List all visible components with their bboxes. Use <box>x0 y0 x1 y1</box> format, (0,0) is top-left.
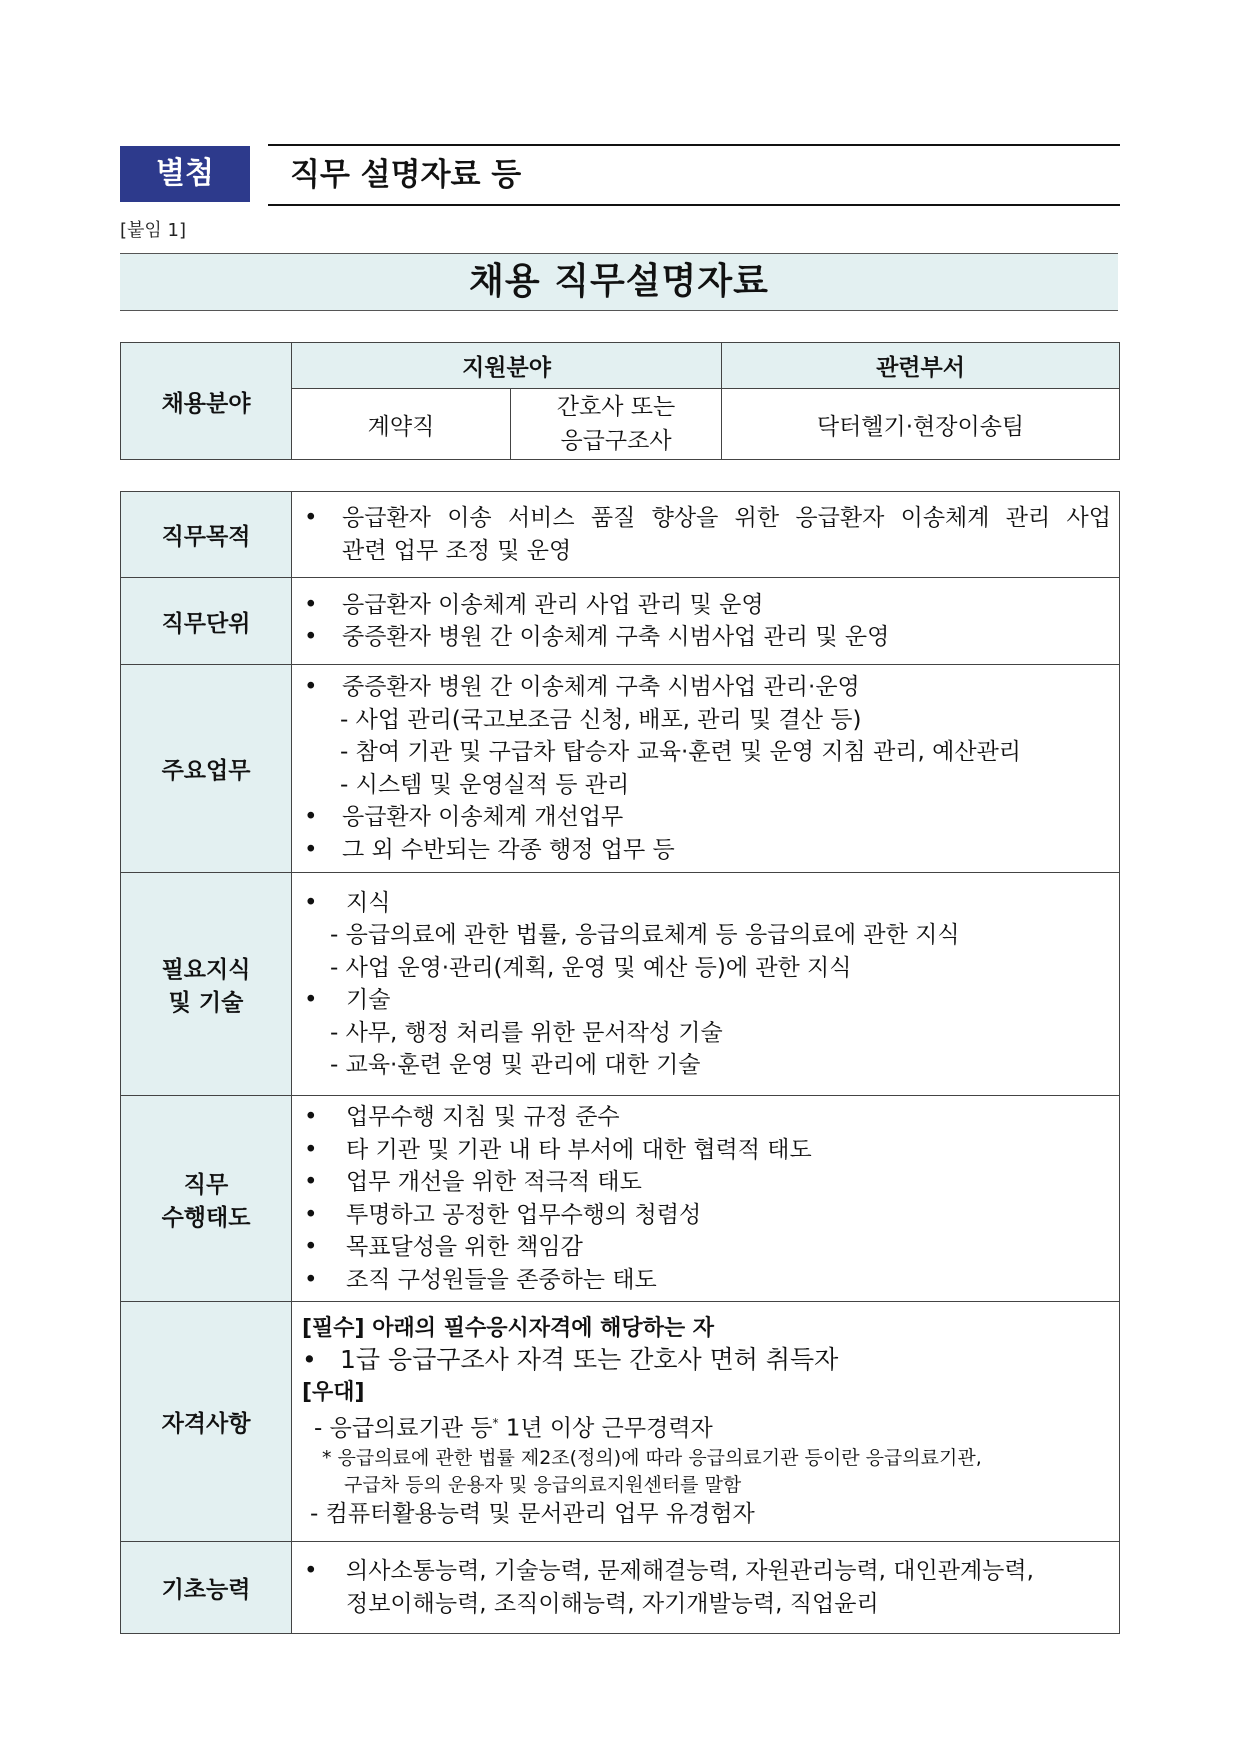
document-title: 채용 직무설명자료 <box>120 253 1118 311</box>
purpose-content <box>292 492 1120 578</box>
unit-item: • 응급환자 이송체계 관리 사업 관리 및 운영 <box>304 589 1111 622</box>
qualification-content <box>292 1302 1120 1542</box>
basic-line: • 의사소통능력, 기술능력, 문제해결능력, 자원관리능력, 대인관계능력, <box>304 1555 1111 1588</box>
job-role-line: 간호사 또는 <box>556 394 676 420</box>
purpose-line: 관련 업무 조정 및 운영 <box>342 537 572 564</box>
duty-item: • 응급환자 이송체계 개선업무 <box>304 801 1111 834</box>
field-header: 지원분야 <box>292 343 722 389</box>
job-description-table <box>120 491 1120 1634</box>
department: 닥터헬기·현장이송팀 <box>722 389 1120 460</box>
duty-subitem: - 참여 기관 및 구급차 탑승자 교육·훈련 및 운영 지침 관리, 예산관리 <box>340 739 1022 765</box>
attitude-item: • 타 기관 및 기관 내 타 부서에 대한 협력적 태도 <box>304 1134 1111 1167</box>
basic-content <box>292 1542 1120 1634</box>
department-header: 관련부서 <box>722 343 1120 389</box>
footnote-line: * 응급의료에 관한 법률 제2조(정의)에 따라 응급의료기관 등이란 응급의료기관, <box>322 1446 982 1469</box>
attitude-label-line: 수행태도 <box>161 1204 251 1231</box>
annex-title-bar <box>268 144 1120 206</box>
duty-item: • 그 외 수반되는 각종 행정 업무 등 <box>304 834 1111 867</box>
unit-label: 직무단위 <box>121 578 292 665</box>
attitude-item: • 조직 구성원들을 존중하는 태도 <box>304 1264 1111 1297</box>
unit-row <box>121 578 1120 665</box>
knowledge-item: - 응급의료에 관한 법률, 응급의료체계 등 응급의료에 관한 지식 <box>330 922 960 948</box>
duty-item: • 중증환자 병원 간 이송체계 구축 시범사업 관리·운영 <box>304 671 1111 704</box>
basic-line: 정보이해능력, 조직이해능력, 자기개발능력, 직업윤리 <box>346 1590 879 1617</box>
knowledge-label-line: 및 기술 <box>168 990 244 1016</box>
knowledge-item: - 사업 운영·관리(계획, 운영 및 예산 등)에 관한 지식 <box>330 954 852 981</box>
duty-subitem: - 사업 관리(국고보조금 신청, 배포, 관리 및 결산 등) <box>340 706 862 733</box>
duty-subitem: - 시스템 및 운영실적 등 관리 <box>340 771 630 798</box>
knowledge-label-line: 필요지식 <box>161 957 251 983</box>
attitude-row <box>121 1096 1120 1302</box>
duties-label: 주요업무 <box>121 665 292 873</box>
qualification-row <box>121 1302 1120 1542</box>
basic-label: 기초능력 <box>121 1542 292 1634</box>
preferred-item: - 컴퓨터활용능력 및 문서관리 업무 유경험자 <box>310 1500 755 1527</box>
annex-badge: 별첨 <box>120 146 250 202</box>
purpose-row <box>121 492 1120 578</box>
skill-item: - 사무, 행정 처리를 위한 문서작성 기술 <box>330 1019 723 1046</box>
attitude-item: • 목표달성을 위한 책임감 <box>304 1231 1111 1264</box>
preferred-item-text: 1년 이상 근무경력자 <box>498 1415 713 1442</box>
skill-heading: • 기술 <box>304 984 1111 1017</box>
duties-content <box>292 665 1120 873</box>
unit-content <box>292 578 1120 665</box>
unit-item: • 중증환자 병원 간 이송체계 구축 시범사업 관리 및 운영 <box>304 621 1111 654</box>
knowledge-row <box>121 873 1120 1096</box>
job-role <box>511 389 722 460</box>
attitude-label-line: 직무 <box>183 1171 229 1198</box>
recruit-label: 채용분야 <box>121 343 292 460</box>
preferred-item-text: - 응급의료기관 등 <box>314 1415 493 1442</box>
annex-header <box>120 144 1120 204</box>
knowledge-heading: • 지식 <box>304 887 1111 920</box>
basic-row <box>121 1542 1120 1634</box>
attitude-item: • 업무 개선을 위한 적극적 태도 <box>304 1166 1111 1199</box>
annex-title: 직무 설명자료 등 <box>290 157 522 193</box>
attitude-label <box>121 1096 292 1302</box>
required-item: • 1급 응급구조사 자격 또는 간호사 면허 취득자 <box>302 1344 1111 1377</box>
knowledge-content <box>292 873 1120 1096</box>
required-heading: [필수] 아래의 필수응시자격에 해당하는 자 <box>302 1316 715 1342</box>
qualification-label: 자격사항 <box>121 1302 292 1542</box>
recruitment-table <box>120 342 1120 460</box>
duties-row <box>121 665 1120 873</box>
attitude-item: • 투명하고 공정한 업무수행의 청렴성 <box>304 1199 1111 1232</box>
knowledge-label <box>121 873 292 1096</box>
preferred-heading: [우대] <box>302 1379 365 1405</box>
skill-item: - 교육·훈련 운영 및 관리에 대한 기술 <box>330 1052 701 1078</box>
purpose-line: • 응급환자 이송 서비스 품질 향상을 위한 응급환자 이송체계 관리 사업 <box>304 502 1111 535</box>
footnote-line: 구급차 등의 운용자 및 응급의료지원센터를 말함 <box>344 1473 742 1496</box>
preferred-item <box>302 1408 1111 1445</box>
purpose-label: 직무목적 <box>121 492 292 578</box>
attitude-content <box>292 1096 1120 1302</box>
attitude-item: • 업무수행 지침 및 규정 준수 <box>304 1101 1111 1134</box>
attachment-label: [붙임 1] <box>120 220 186 241</box>
footnote-mark: * <box>492 1415 499 1430</box>
job-role-line: 응급구조사 <box>560 428 672 454</box>
employment-type: 계약직 <box>292 389 511 460</box>
